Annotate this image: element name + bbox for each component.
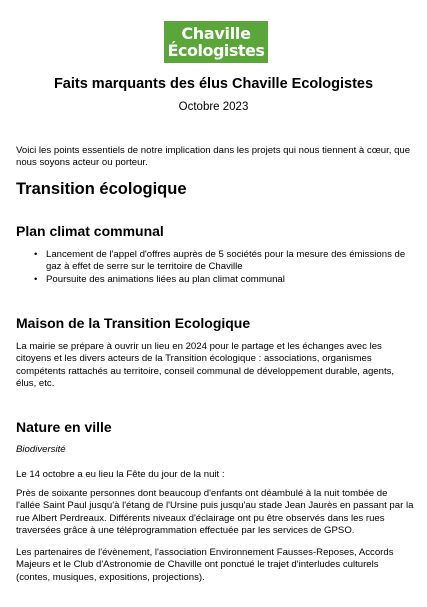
list-item [16, 274, 414, 286]
maison-paragraph: La mairie se prépare à ouvrir un lieu en 2024 pour le partage et les échanges avec les citoyens et les divers acteurs de la Transition écologique : associations, organismes compétents rattachés au territoire, conseil communal de développement durable, agents, élus, etc. [16, 341, 395, 390]
bullet-icon: • [34, 249, 38, 260]
nature-paragraph-3: Les partenaires de l'évènement, l'association Environnement Fausses-Reposes, Accords Majeurs et le Club d'Astronomie de Chaville ont ponctué le trajet d'interludes culturels (contes, musiques, expositions, projections). [16, 547, 394, 583]
nature-subtitle: Biodiversité [16, 444, 66, 455]
bullet-icon: • [34, 273, 38, 285]
list-item-text: Lancement de l'appel d'offres auprès de 5 sociétés pour la mesure des émissions de gaz à effet de serre sur le territoire de Chaville [46, 249, 406, 273]
document-title: Faits marquants des élus Chaville Ecologistes [53, 76, 374, 92]
nature-paragraph-1: Le 14 octobre a eu lieu la Fête du jour de la nuit : [16, 469, 225, 480]
list-item [16, 249, 414, 274]
maison-heading: Maison de la Transition Ecologique [16, 315, 251, 331]
nature-paragraph-2: Près de soixante personnes dont beaucoup d'enfants ont déambulé à la nuit tombée de l'allée Saint Paul jusqu'à l'étang de l'Ursine puis jusqu'au stade Jean Jaurès en passant par la rue Albert Perdreaux. Différents niveaux d'éclairage ont pu être observés dans les rues traversées grâce à une téléprogrammation effectuée par les services de GPSO. [16, 488, 414, 537]
intro-paragraph: Voici les points essentiels de notre implication dans les projets qui nous tiennent à cœur, que nous soyons acteur ou porteur. [16, 145, 411, 169]
section-heading: Transition écologique [16, 180, 187, 198]
plan-climat-heading: Plan climat communal [16, 223, 164, 239]
document-date: Octobre 2023 [178, 101, 249, 113]
chaville-ecologistes-logo [164, 21, 268, 63]
logo-line-2: Écologistes [167, 41, 265, 60]
logo-line-1: Chaville [181, 24, 251, 43]
list-item-text: Poursuite des animations liées au plan climat communal [46, 273, 285, 285]
plan-climat-list [16, 249, 414, 286]
nature-heading: Nature en ville [16, 419, 112, 435]
